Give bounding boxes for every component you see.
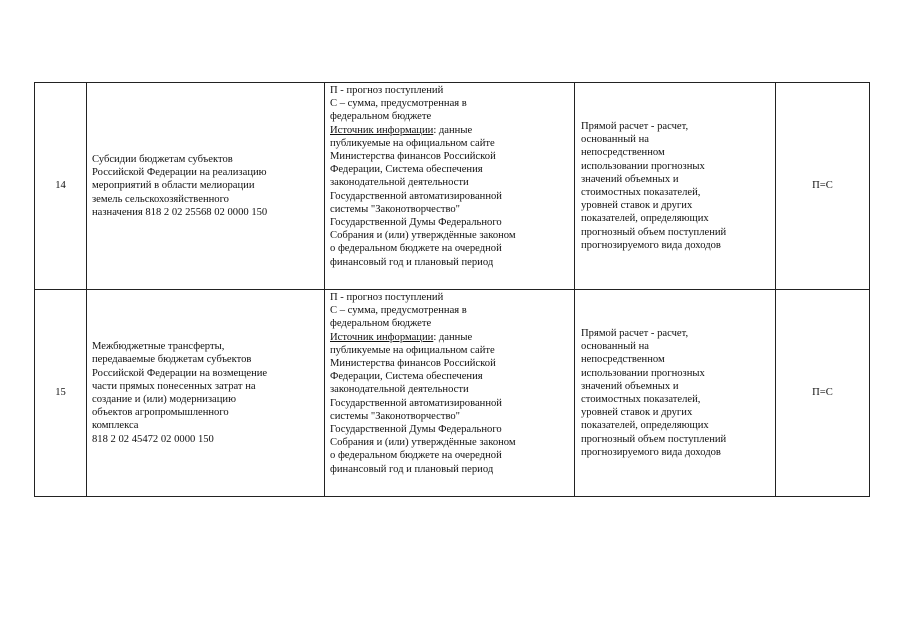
method-line: законодательной деятельности bbox=[330, 177, 469, 189]
source-rest: : данные bbox=[433, 124, 473, 136]
revenue-name-line: Межбюджетные трансферты, bbox=[92, 341, 225, 353]
source-label: Источник информации bbox=[330, 331, 434, 343]
calc-line: непосредственном bbox=[581, 354, 665, 366]
method-line: Государственной автоматизированной bbox=[330, 397, 502, 409]
calculation-method-cell bbox=[575, 83, 776, 290]
method-line: Государственной Думы Федерального bbox=[330, 217, 502, 229]
calc-line: значений объемных и bbox=[581, 380, 679, 392]
calc-line: стоимостных показателей, bbox=[581, 394, 701, 405]
method-line: Министерства финансов Российской bbox=[330, 151, 496, 163]
row-number: 15 bbox=[35, 290, 87, 497]
table-row bbox=[35, 83, 870, 290]
method-line: П - прогноз поступлений bbox=[330, 292, 444, 303]
revenue-name-line: передаваемые бюджетам субъектов bbox=[92, 354, 252, 366]
calc-line: Прямой расчет - расчет, bbox=[581, 327, 689, 339]
table-row bbox=[35, 290, 870, 497]
revenue-name-line: Российской Федерации на реализацию bbox=[92, 167, 267, 179]
calc-line: прогнозный объем поступлений bbox=[581, 433, 727, 445]
calc-line: использовании прогнозных bbox=[581, 160, 705, 172]
method-line: Государственной Думы Федерального bbox=[330, 424, 502, 436]
calc-line: основанный на bbox=[581, 341, 649, 353]
method-line: Федерации, Система обеспечения bbox=[330, 371, 483, 383]
revenue-name-cell bbox=[87, 83, 325, 290]
calc-line: значений объемных и bbox=[581, 173, 679, 185]
method-line: финансовый год и плановый период bbox=[330, 256, 494, 268]
calc-line: основанный на bbox=[581, 134, 649, 146]
method-line: о федеральном бюджете на очередной bbox=[330, 450, 502, 462]
revenue-name-line: 818 2 02 45472 02 0000 150 bbox=[92, 433, 214, 445]
formula-cell: П=С bbox=[776, 83, 870, 290]
source-line bbox=[330, 331, 570, 344]
method-line: о федеральном бюджете на очередной bbox=[330, 243, 502, 255]
method-line: системы "Законотворчество" bbox=[330, 203, 461, 215]
method-line: законодательной деятельности bbox=[330, 384, 469, 396]
calc-line: Прямой расчет - расчет, bbox=[581, 120, 689, 132]
calc-line: прогнозируемого вида доходов bbox=[581, 446, 721, 458]
revenue-name-line: комплекса bbox=[92, 420, 139, 432]
source-label: Источник информации bbox=[330, 124, 434, 136]
revenue-name-line: части прямых понесенных затрат на bbox=[92, 380, 256, 392]
revenue-name-line: Субсидии бюджетам субъектов bbox=[92, 153, 233, 165]
calc-line: использовании прогнозных bbox=[581, 367, 705, 379]
method-line: Федерации, Система обеспечения bbox=[330, 164, 483, 176]
revenue-name-line: Российской Федерации на возмещение bbox=[92, 367, 268, 379]
method-line: П - прогноз поступлений bbox=[330, 85, 444, 96]
revenue-name-line: назначения 818 2 02 25568 02 0000 150 bbox=[92, 206, 268, 218]
method-line: Государственной автоматизированной bbox=[330, 190, 502, 202]
method-line: С – сумма, предусмотренная в bbox=[330, 98, 467, 110]
revenue-name-line: земель сельскохозяйственного bbox=[92, 193, 229, 205]
method-line: финансовый год и плановый период bbox=[330, 463, 494, 475]
source-line bbox=[330, 124, 570, 137]
method-line: публикуемые на официальном сайте bbox=[330, 344, 495, 356]
calc-line: уровней ставок и других bbox=[581, 407, 693, 419]
row-number: 14 bbox=[35, 83, 87, 290]
calculation-method-cell bbox=[575, 290, 776, 497]
method-line: федеральном бюджете bbox=[330, 111, 432, 123]
revenue-name-line: создание и (или) модернизацию bbox=[92, 394, 236, 405]
calc-line: прогнозный объем поступлений bbox=[581, 226, 727, 238]
method-line: публикуемые на официальном сайте bbox=[330, 137, 495, 149]
calc-line: показателей, определяющих bbox=[581, 213, 709, 225]
forecast-method-cell bbox=[325, 83, 575, 290]
calc-line: уровней ставок и других bbox=[581, 200, 693, 212]
revenue-name-line: объектов агропромышленного bbox=[92, 407, 229, 419]
forecast-method-cell bbox=[325, 290, 575, 497]
method-line: Собрания и (или) утверждённые законом bbox=[330, 230, 516, 242]
method-line: Собрания и (или) утверждённые законом bbox=[330, 437, 516, 449]
method-line: Министерства финансов Российской bbox=[330, 358, 496, 370]
calc-line: показателей, определяющих bbox=[581, 420, 709, 432]
method-line: системы "Законотворчество" bbox=[330, 410, 461, 422]
method-line: С – сумма, предусмотренная в bbox=[330, 305, 467, 317]
formula-cell: П=С bbox=[776, 290, 870, 497]
calc-line: стоимостных показателей, bbox=[581, 187, 701, 198]
method-line: федеральном бюджете bbox=[330, 318, 432, 330]
revenue-methodology-table bbox=[34, 82, 870, 497]
source-rest: : данные bbox=[433, 331, 473, 343]
calc-line: непосредственном bbox=[581, 147, 665, 159]
calc-line: прогнозируемого вида доходов bbox=[581, 239, 721, 251]
revenue-name-line: мероприятий в области мелиорации bbox=[92, 180, 255, 192]
revenue-name-cell bbox=[87, 290, 325, 497]
